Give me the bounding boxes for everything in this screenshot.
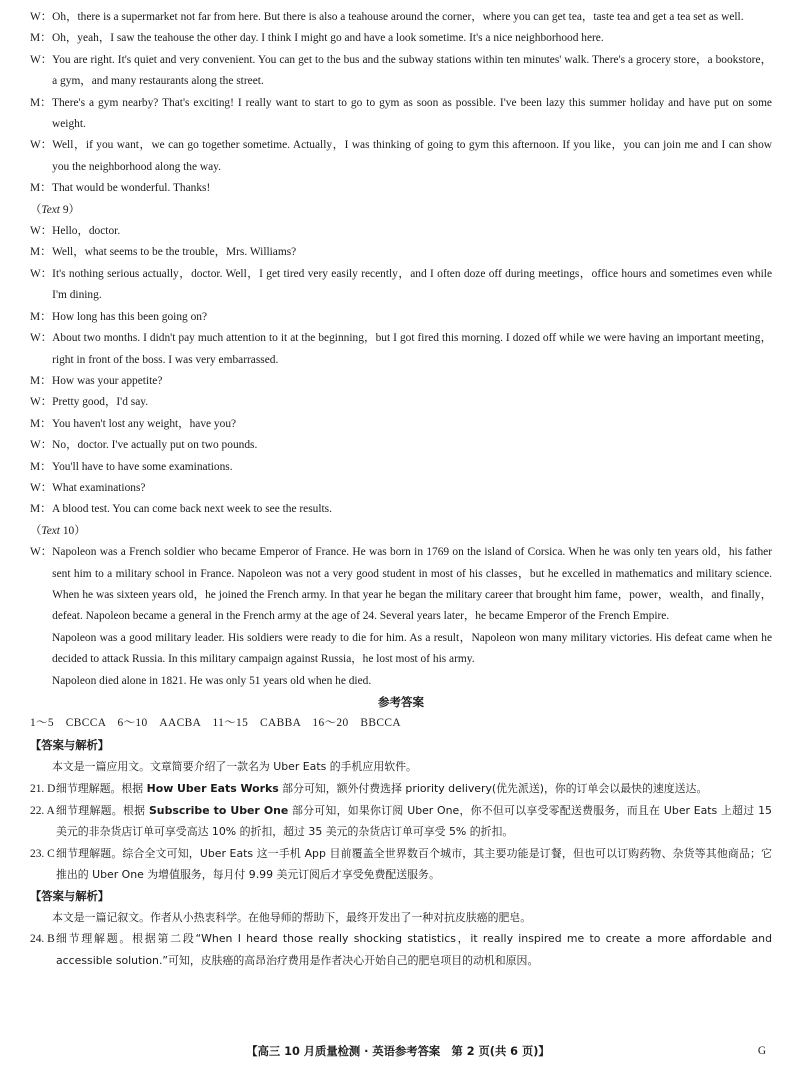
dialogue-line bbox=[30, 93, 772, 136]
section-label: 【答案与解析】 bbox=[30, 889, 110, 903]
dialogue-text: That would be wonderful. Thanks! bbox=[52, 182, 211, 195]
dialogue-line bbox=[30, 392, 772, 413]
dialogue-line bbox=[30, 478, 772, 499]
text-9-label: （Text 9） bbox=[30, 203, 80, 216]
speaker-tag: W： bbox=[30, 225, 53, 238]
answers-title: 参考答案 bbox=[378, 695, 424, 709]
dialogue-text: You'll have to have some examinations. bbox=[52, 460, 233, 473]
speaker-tag: M： bbox=[30, 374, 52, 387]
dialogue-line bbox=[30, 178, 772, 199]
dialogue-line bbox=[30, 135, 772, 178]
answer-item-21 bbox=[30, 778, 772, 800]
question-number: 24. B bbox=[30, 933, 55, 946]
speaker-tag: W： bbox=[30, 396, 53, 409]
speaker-tag: W： bbox=[30, 139, 53, 152]
explanation-text: 部分可知，额外付费选择 priority delivery(优先派送)，你的订单会以最快的速度送达。 bbox=[278, 781, 708, 795]
text-label-number: 10） bbox=[59, 524, 86, 537]
explanation-text: 细节理解题。根据 bbox=[56, 781, 147, 795]
speaker-tag: W： bbox=[30, 332, 53, 345]
explanation bbox=[56, 800, 772, 843]
speaker-tag: W： bbox=[30, 481, 53, 494]
dialogue-line bbox=[30, 457, 772, 478]
dialogue-text: About two months. I didn't pay much attention to it at the beginning，but I got fired this morning. I dozed off while we were having an important meeting，right in front of the boss. I was very embarrassed. bbox=[52, 332, 772, 366]
dialogue-line bbox=[30, 499, 772, 520]
dialogue-line bbox=[30, 221, 772, 242]
dialogue-line bbox=[30, 7, 772, 28]
speaker-tag: M： bbox=[30, 310, 52, 323]
speaker-tag: M： bbox=[30, 32, 52, 45]
answer-item-23 bbox=[30, 843, 772, 886]
dialogue-text: Hello，doctor. bbox=[52, 225, 121, 238]
dialogue-line bbox=[30, 435, 772, 456]
speaker-tag: W： bbox=[30, 53, 53, 66]
monologue-paragraph-1 bbox=[30, 542, 772, 628]
answer-item-22 bbox=[30, 800, 772, 843]
monologue-text-10 bbox=[30, 542, 772, 692]
footer-corner-mark: G bbox=[757, 1045, 766, 1057]
text-label-word: Text bbox=[41, 524, 60, 537]
dialogue-text: Oh，there is a supermarket not far from here. But there is also a teahouse around the corner，where you can get tea，taste tea and get a tea set as well. bbox=[52, 11, 744, 23]
monologue-paragraph-3: Napoleon died alone in 1821. He was only 51 years old when he died. bbox=[52, 674, 372, 687]
footer-text: 【高三 10 月质量检测 · 英语参考答案 第 2 页(共 6 页)】 bbox=[246, 1045, 550, 1058]
intro-paragraph: 本文是一篇记叙文。作者从小热衷科学。在他导师的帮助下，最终开发出了一种对抗皮肤癌的肥皂。 bbox=[52, 911, 532, 925]
speaker-tag: W： bbox=[30, 11, 53, 23]
answer-keys: 1～5 CBCCA 6～10 AACBA 11～15 CABBA 16～20 BBCCA bbox=[30, 717, 401, 730]
dialogue-text: No，doctor. I've actually put on two pounds. bbox=[52, 439, 258, 452]
dialogue-text: Well，what seems to be the trouble，Mrs. Williams? bbox=[52, 246, 297, 259]
dialogue-text: You haven't lost any weight，have you? bbox=[52, 417, 237, 430]
question-number: 21. D bbox=[30, 782, 56, 795]
speaker-tag: M： bbox=[30, 417, 52, 430]
speaker-tag: M： bbox=[30, 503, 52, 516]
speaker-tag: M： bbox=[30, 182, 52, 195]
intro-paragraph: 本文是一篇应用文。文章简要介绍了一款名为 Uber Eats 的手机应用软件。 bbox=[52, 760, 417, 774]
dialogue-text: What examinations? bbox=[52, 481, 146, 494]
page-content bbox=[30, 7, 772, 971]
dialogue-text: There's a gym nearby? That's exciting! I really want to start to go to gym as soon as possible. I've been lazy this summer holiday and have put on some weight. bbox=[52, 96, 772, 131]
dialogue-text: Pretty good，I'd say. bbox=[52, 396, 149, 409]
page-footer bbox=[30, 1041, 766, 1062]
explanation: 细节理解题。综合全文可知，Uber Eats 这一手机 App 目前覆盖全世界数百个城市，其主要功能是订餐，但也可以订购药物、杂货等其他商品；它推出的 Uber One 为增值服务，每月付 9.99 美元订阅后才享受免费配送服务。 bbox=[56, 846, 772, 882]
dialogue-text-9 bbox=[30, 221, 772, 521]
text-label-number: 9） bbox=[59, 203, 80, 216]
question-number: 23. C bbox=[30, 847, 55, 860]
dialogue-line bbox=[30, 371, 772, 392]
dialogue-text: How long has this been going on? bbox=[52, 310, 208, 323]
speaker-tag: M： bbox=[30, 460, 52, 473]
speaker-tag: M： bbox=[30, 96, 52, 109]
dialogue-text-8 bbox=[30, 7, 772, 200]
dialogue-line bbox=[30, 414, 772, 435]
text-10-label: （Text 10） bbox=[30, 524, 86, 537]
dialogue-text: A blood test. You can come back next week to see the results. bbox=[52, 503, 332, 516]
dialogue-line bbox=[30, 28, 772, 49]
section-label: 【答案与解析】 bbox=[30, 738, 110, 752]
explanation: 细节理解题。根据第二段“When I heard those really shocking statistics，it really inspired me to create a more affordable and accessible solution.”可知，皮肤癌的高昂治疗费用是作者决心开始自己的肥皂项目的动机和原因。 bbox=[56, 932, 772, 967]
section-reference: How Uber Eats Works bbox=[146, 781, 279, 795]
monologue-paragraph-2: Napoleon was a good military leader. His soldiers were ready to die for him. As a result，Napoleon won many military victories. His defeat came when he decided to attack Russia. In this military campaign against Russia，he lost most of his army. bbox=[52, 631, 772, 666]
text-label-word: Text bbox=[41, 203, 60, 216]
explanation-text: 部分可知，如果你订阅 Uber One，你不但可以享受零配送费服务，而且在 Uber Eats 上超过 15 美元的非杂货店订单可享受高达 10% 的折扣，超过 35 美元的杂货店订单可享受 5% 的折扣。 bbox=[56, 804, 772, 839]
paragraph-text: Napoleon was a French soldier who became Emperor of France. He was born in 1769 on the island of Corsica. When he was only ten years old，his father sent him to a military school in France. Napoleon was not a very good student in most of his classes，but he excelled in mathematics and military science. When he was sixteen years old，he joined the French army. In that year he began the military career that brought him fame，power，wealth，and finally，defeat. Napoleon became a general in the French army at the age of 24. Several years later，he became Emperor of the French Empire. bbox=[52, 546, 772, 623]
question-number: 22. A bbox=[30, 805, 55, 818]
speaker-tag: W： bbox=[30, 546, 53, 559]
explanation bbox=[56, 778, 772, 799]
dialogue-line bbox=[30, 264, 772, 307]
dialogue-text: Oh，yeah，I saw the teahouse the other day. I think I might go and have a look sometime. It's a nice neighborhood here. bbox=[52, 32, 604, 45]
section-reference: Subscribe to Uber One bbox=[148, 804, 289, 818]
dialogue-line bbox=[30, 242, 772, 263]
dialogue-line bbox=[30, 307, 772, 328]
dialogue-text: You are right. It's quiet and very convenient. You can get to the bus and the subway stations within ten minutes' walk. There's a grocery store，a bookstore，a gym，and many restaurants along the street. bbox=[52, 53, 772, 88]
dialogue-line bbox=[30, 328, 772, 371]
dialogue-text: How was your appetite? bbox=[52, 374, 163, 387]
dialogue-line bbox=[30, 50, 772, 93]
dialogue-text: Well，if you want，we can go together sometime. Actually，I was thinking of going to gym this afternoon. If you like，you can join me and I can show you the neighborhood along the way. bbox=[52, 139, 772, 173]
dialogue-text: It's nothing serious actually，doctor. Well，I get tired very easily recently，and I often doze off during meetings，office hours and sometimes even while I'm dining. bbox=[52, 267, 772, 302]
speaker-tag: W： bbox=[30, 267, 53, 280]
speaker-tag: M： bbox=[30, 246, 52, 259]
speaker-tag: W： bbox=[30, 439, 53, 452]
explanation-text: 细节理解题。根据 bbox=[56, 804, 149, 818]
answer-item-24 bbox=[30, 928, 772, 971]
